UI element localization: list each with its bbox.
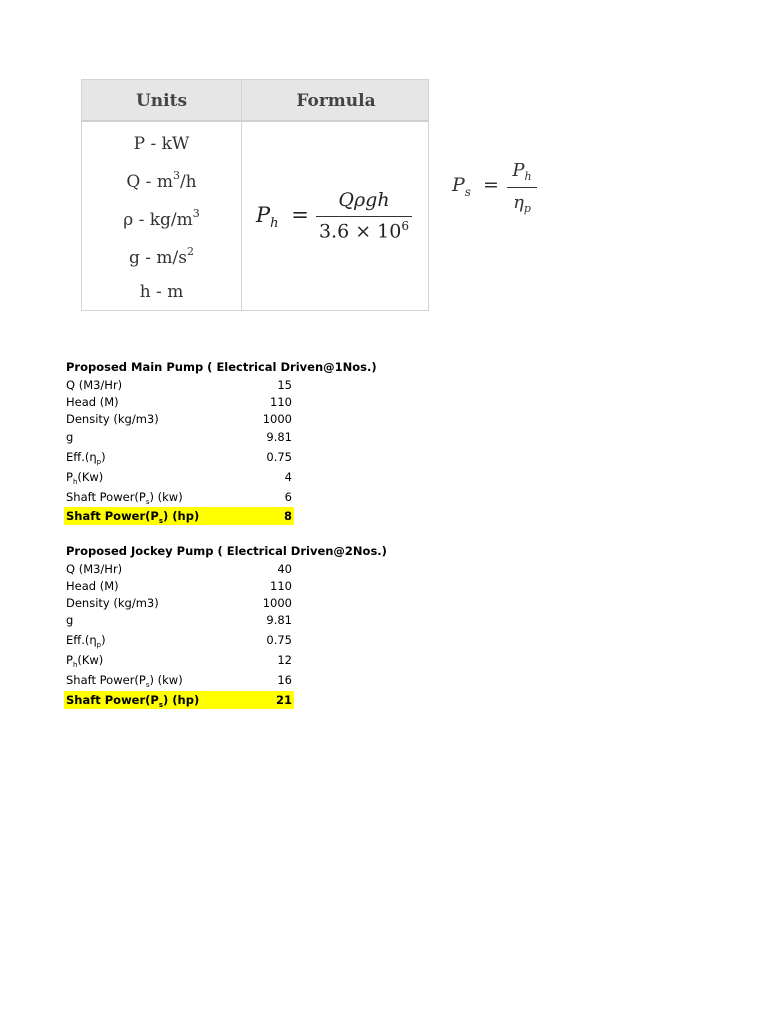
ps-formula-numerator: $P_h$: [512, 160, 532, 183]
row-value: 9.81: [266, 613, 292, 627]
unit-power: P - kW: [133, 134, 190, 154]
row-label: Q (M3/Hr): [66, 562, 123, 576]
row-value: 0.75: [266, 450, 292, 464]
row-value: 21: [275, 693, 292, 707]
row-value: 0.75: [266, 633, 292, 647]
row-value: 9.81: [266, 430, 292, 444]
row-value: 15: [277, 378, 292, 392]
main-pump-row-efficiency: [64, 448, 294, 466]
row-value: 110: [270, 395, 292, 409]
main-pump-row-shaft-power-hp: [64, 507, 294, 525]
unit-gravity: g - $m/s^2$: [128, 245, 194, 268]
row-label: Head (M): [66, 579, 119, 593]
main-pump-row-flow: [64, 376, 294, 394]
row-value: 12: [277, 653, 292, 667]
row-label: Density (kg/m3): [66, 596, 159, 610]
row-label: $Eff.(\eta_p)$: [66, 633, 106, 649]
jockey-pump-row-density: [64, 594, 294, 612]
main-pump-row-hydraulic-power: [64, 468, 294, 486]
units-header: Units: [135, 91, 188, 111]
row-label: $Eff.(\eta_p)$: [66, 450, 106, 466]
ps-formula-denominator: $\eta_p$: [513, 192, 531, 215]
main-pump-row-density: [64, 410, 294, 428]
ph-formula-numerator: Qρgh: [338, 189, 390, 211]
row-label: Shaft $Power(P_s)$ (hp): [66, 509, 200, 525]
row-value: 4: [284, 470, 292, 484]
jockey-pump-title: Proposed Jockey Pump ( Electrical Driven@2Nos.): [66, 544, 387, 558]
row-label: Shaft $Power(P_s)$ (kw): [66, 673, 183, 689]
ps-formula-fraction-bar: [507, 187, 537, 188]
jockey-pump-row-shaft-power-hp: [64, 691, 294, 709]
row-label: Q (M3/Hr): [66, 378, 123, 392]
jockey-pump-row-gravity: [64, 611, 294, 629]
row-value: 16: [277, 673, 292, 687]
main-pump-row-head: [64, 393, 294, 411]
unit-flow: Q - $m^3/h$: [126, 169, 197, 192]
unit-density: ρ - $kg/m^3$: [123, 207, 200, 230]
row-label: Shaft $Power(P_s)$ (kw): [66, 490, 183, 506]
main-pump-title: Proposed Main Pump ( Electrical Driven@1Nos.): [66, 360, 377, 374]
unit-head: h - m: [139, 282, 184, 302]
main-pump-row-shaft-power-kw: [64, 488, 294, 506]
row-value: 110: [270, 579, 292, 593]
ph-formula-fraction-bar: [316, 216, 412, 217]
hydraulic-power-formula: [175, 110, 345, 170]
jockey-pump-row-efficiency: [64, 631, 294, 649]
ph-formula-lhs: $P_h$ =: [256, 203, 309, 231]
formula-header: Formula: [296, 91, 376, 111]
row-value: 1000: [262, 596, 292, 610]
jockey-pump-row-shaft-power-kw: [64, 671, 294, 689]
ps-formula-lhs: $P_s$ =: [452, 174, 499, 199]
row-label: g: [66, 613, 74, 627]
ph-formula-denominator: $3.6 \times 10^6$: [318, 219, 410, 243]
jockey-pump-row-hydraulic-power: [64, 651, 294, 669]
main-pump-row-gravity: [64, 428, 294, 446]
row-label: $P_h(Kw)$: [66, 653, 104, 669]
row-label: Head (M): [66, 395, 119, 409]
row-value: 6: [284, 490, 292, 504]
row-label: Shaft $Power(P_s)$ (hp): [66, 693, 200, 709]
jockey-pump-row-flow: [64, 560, 294, 578]
row-label: $P_h(Kw)$: [66, 470, 104, 486]
jockey-pump-row-head: [64, 577, 294, 595]
row-label: Density (kg/m3): [66, 412, 159, 426]
row-label: g: [66, 430, 74, 444]
row-value: 1000: [262, 412, 292, 426]
row-value: 8: [283, 509, 292, 523]
row-value: 40: [277, 562, 292, 576]
